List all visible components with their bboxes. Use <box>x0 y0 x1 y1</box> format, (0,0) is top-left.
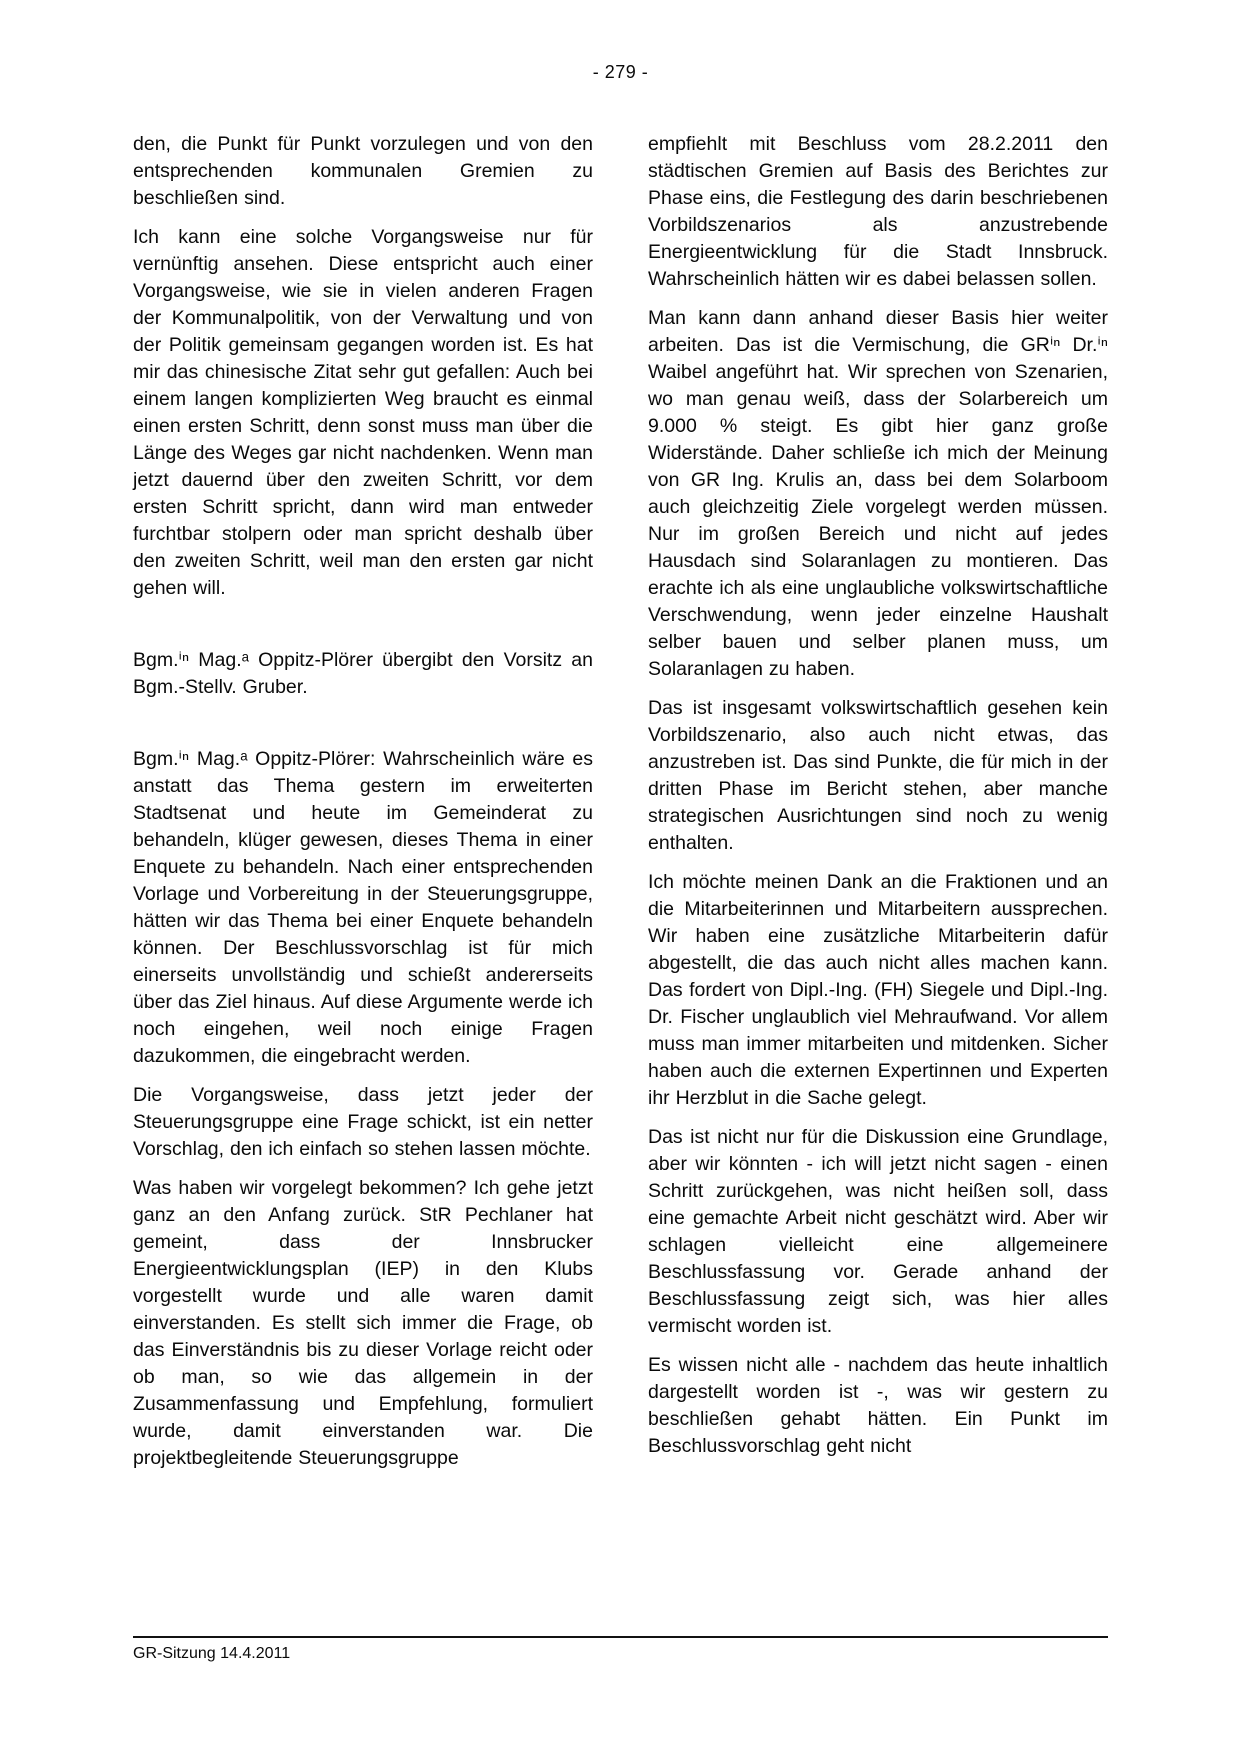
text-columns <box>133 131 1108 1484</box>
paragraph: Die Vorgangsweise, dass jetzt jeder der Steuerungsgruppe eine Frage schickt, ist ein netter Vorschlag, den ich einfach so stehen lassen möchte. <box>133 1084 593 1160</box>
paragraph-speech-oppitz-ploerer: Bgm.ⁱⁿ Mag.ᵃ Oppitz-Plörer: Wahrscheinlich wäre es anstatt das Thema gestern im erweiterten Stadtsenat und heute im Gemeinderat zu behandeln, klüger gewesen, dieses Thema in einer Enquete zu behandeln. Nach einer entsprechenden Vorlage und Vorbereitung in der Steuerungsgruppe, hätten wir das Thema bei einer Enquete behandeln können. Der Beschlussvorschlag ist für mich einerseits unvollständig und schießt andererseits über das Ziel hinaus. Auf diese Argumente werde ich noch eingehen, weil noch einige Fragen dazukommen, die eingebracht werden. <box>133 748 593 1067</box>
footer-text: GR-Sitzung 14.4.2011 <box>133 1638 308 1663</box>
paragraph: Das ist insgesamt volkswirtschaftlich gesehen kein Vorbildszenario, also auch nicht etwas, das anzustreben ist. Das sind Punkte, die für mich in der dritten Phase im Bericht stehen, aber manche strategischen Ausrichtungen sind noch zu wenig enthalten. <box>648 697 1108 854</box>
paragraph: Was haben wir vorgelegt bekommen? Ich gehe jetzt ganz an den Anfang zurück. StR Pechlaner hat gemeint, dass der Innsbrucker Energieentwicklungsplan (IEP) in den Klubs vorgestellt wurde und alle waren damit einverstanden. Es stellt sich immer die Frage, ob das Einverständnis bis zu dieser Vorlage reicht oder ob man, so wie das allgemein in der Zusammenfassung und Empfehlung, formuliert wurde, damit einverstanden war. Die projektbegleitende Steuerungsgruppe <box>133 1177 593 1469</box>
paragraph: Ich kann eine solche Vorgangsweise nur für vernünftig ansehen. Diese entspricht auch einer Vorgangsweise, wie sie in vielen anderen Fragen der Kommunalpolitik, von der Verwaltung und von der Politik gemeinsam gegangen worden ist. Es hat mir das chinesische Zitat sehr gut gefallen: Auch bei einem langen komplizierten Weg braucht es einmal einen ersten Schritt, denn sonst muss man über die Länge des Weges gar nicht nachdenken. Wenn man jetzt dauernd über den zweiten Schritt, vor dem ersten Schritt spricht, dann wird man entweder furchtbar stolpern oder man spricht deshalb über den zweiten Schritt, weil man den ersten gar nicht gehen will. <box>133 226 593 599</box>
page-number: - 279 - <box>592 62 649 82</box>
paragraph-chair-handover: Bgm.ⁱⁿ Mag.ᵃ Oppitz-Plörer übergibt den Vorsitz an Bgm.-Stellv. Gruber. <box>133 649 593 698</box>
left-column <box>133 131 593 1484</box>
page-footer <box>133 1636 1108 1663</box>
paragraph: empfiehlt mit Beschluss vom 28.2.2011 den städtischen Gremien auf Basis des Berichtes zur Phase eins, die Festlegung des darin beschriebenen Vorbildszenarios als anzustrebende Energieentwicklung für die Stadt Innsbruck. Wahrscheinlich hätten wir es dabei belassen sollen. <box>648 133 1108 290</box>
paragraph: Es wissen nicht alle - nachdem das heute inhaltlich dargestellt worden ist -, was wir gestern zu beschließen gehabt hätten. Ein Punkt im Beschlussvorschlag geht nicht <box>648 1354 1108 1457</box>
paragraph: Ich möchte meinen Dank an die Fraktionen und an die Mitarbeiterinnen und Mitarbeitern aussprechen. Wir haben eine zusätzliche Mitarbeiterin dafür abgestellt, die das auch nicht alles machen kann. Das fordert von Dipl.-Ing. (FH) Siegele und Dipl.-Ing. Dr. Fischer unglaublich viel Mehraufwand. Vor allem muss man immer mitarbeiten und mitdenken. Sicher haben auch die externen Expertinnen und Experten ihr Herzblut in die Sache gelegt. <box>648 871 1108 1109</box>
paragraph: den, die Punkt für Punkt vorzulegen und von den entsprechenden kommunalen Gremien zu beschließen sind. <box>133 133 593 209</box>
paragraph: Das ist nicht nur für die Diskussion eine Grundlage, aber wir könnten - ich will jetzt nicht sagen - einen Schritt zurückgehen, was nicht heißen soll, dass eine gemachte Arbeit nicht geschätzt wird. Aber wir schlagen vielleicht eine allgemeinere Beschlussfassung vor. Gerade anhand der Beschlussfassung zeigt sich, was hier alles vermischt worden ist. <box>648 1126 1108 1337</box>
right-column <box>648 131 1108 1484</box>
paragraph: Man kann dann anhand dieser Basis hier weiter arbeiten. Das ist die Vermischung, die GRⁱⁿ Dr.ⁱⁿ Waibel angeführt hat. Wir sprechen von Szenarien, wo man genau weiß, dass der Solarbereich um 9.000 % steigt. Es gibt hier ganz große Widerstände. Daher schließe ich mich der Meinung von GR Ing. Krulis an, dass bei dem Solarboom auch gleichzeitig Ziele vorgelegt werden müssen. Nur im großen Bereich und nicht auf jedes Hausdach sind Solaranlagen zu montieren. Das erachte ich als eine unglaubliche volkswirtschaftliche Verschwendung, wenn jeder einzelne Haushalt selber bauen und selber planen muss, um Solaranlagen zu haben. <box>648 307 1108 680</box>
